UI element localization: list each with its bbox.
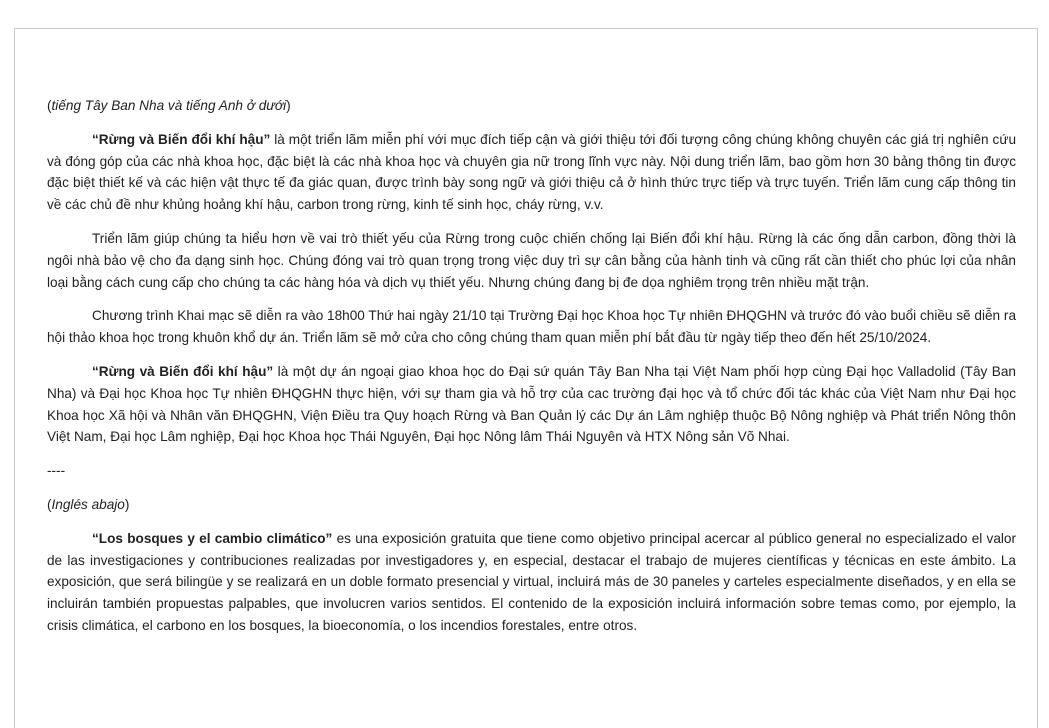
note-close-paren: ) bbox=[124, 496, 130, 512]
paragraph-text: là một dự án ngoại giao khoa học do Đại sứ quán Tây Ban Nha tại Việt Nam phối hợp cùng Đại học Valladolid (Tây Ban Nha) và Đại học Khoa học Tự nhiên ĐHQGHN thực hiện, với sự tham gia và hỗ trợ của cac trường đại học và tổ chức đối tác khác của Việt Nam như Đại học Khoa học Xã hội và Nhân văn ĐHQGHN, Viện Điều tra Quy hoạch Rừng và Ban Quản lý các Dự án Lâm nghiệp thuộc Bộ Nông nghiệp và Phát triển Nông thôn Việt Nam, Đại học Lâm nghiệp, Đại học Khoa học Thái Nguyên, Đại học Nông lâm Thái Nguyên và HTX Nông sản Võ Nhai. bbox=[47, 363, 1016, 445]
paragraph-vi-opening: Chương trình Khai mạc sẽ diễn ra vào 18h00 Thứ hai ngày 21/10 tại Trường Đại học Khoa học Tự nhiên ĐHQGHN và trước đó vào buổi chiều sẽ diễn ra hội thảo khoa học trong khuôn khổ dự án. Triển lãm sẽ mở cửa cho công chúng tham quan miễn phí bắt đầu từ ngày tiếp theo đến hết 25/10/2024. bbox=[47, 308, 1016, 346]
paragraph-text: là một triển lãm miễn phí với mục đích tiếp cận và giới thiệu tới đối tượng công chúng không chuyên các giá trị nghiên cứu và đóng góp của các nhà khoa học, đặc biệt là các nhà khoa học và chuyên gia nữ trong lĩnh vực này. Nội dung triển lãm, bao gồm hơn 30 bảng thông tin được đặc biệt thiết kế và các hiện vật thực tế đa giác quan, được trình bày song ngữ và giới thiệu cả ở hình thức trực tiếp và trực tuyến. Triển lãm cung cấp thông tin về các chủ đề như khủng hoảng khí hậu, carbon trong rừng, kinh tế sinh học, cháy rừng, v.v. bbox=[47, 131, 1017, 213]
language-note-vi bbox=[47, 95, 1016, 117]
document-body bbox=[47, 95, 1016, 649]
paragraph-vi-role-of-forests: Triển lãm giúp chúng ta hiểu hơn về vai trò thiết yếu của Rừng trong cuộc chiến chống lại Biến đổi khí hậu. Rừng là các ống dẫn carbon, đồng thời là ngôi nhà bảo vệ cho đa dạng sinh học. Chúng đóng vai trò quan trọng trong việc duy trì sự cân bằng của hành tinh và cũng rất cần thiết cho phúc lợi của nhân loại bằng cách cung cấp cho chúng ta các hàng hóa và dịch vụ thiết yếu. Nhưng chúng đang bị đe dọa nghiêm trọng trên nhiều mặt trận. bbox=[47, 230, 1016, 290]
exhibition-title: “Rừng và Biến đổi khí hậu” bbox=[92, 131, 271, 147]
exhibition-title: “Rừng và Biến đổi khí hậu” bbox=[92, 363, 274, 379]
paragraph-vi-intro bbox=[47, 129, 1016, 216]
note-open-paren: ( bbox=[47, 496, 52, 512]
document-page bbox=[14, 28, 1038, 728]
paragraph-vi-project bbox=[47, 361, 1016, 448]
paragraph-es-intro bbox=[47, 528, 1016, 637]
note-close-paren: ) bbox=[286, 98, 291, 113]
paragraph-text: es una exposición gratuita que tiene como objetivo principal acercar al público general no especializado el valor de las investigaciones y contribuciones realizadas por investigadores y, en especial, destacar el trabajo de mujeres científicas y técnicas en este ámbito. La exposición, que será bilingüe y se realizará en un doble formato presencial y virtual, incluirá más de 30 paneles y carteles especialmente diseñados, y en ella se incluirán también propuestas palpables, que involucren varios sentidos. El contenido de la exposición incluirá información sobre temas como, por ejemplo, la crisis climática, el carbono en los bosques, la bioeconomía, o los incendios forestales, entre otros. bbox=[47, 530, 1016, 633]
language-note-es bbox=[47, 494, 1016, 516]
note-text: Inglés abajo bbox=[51, 496, 125, 512]
section-separator: ---- bbox=[47, 463, 66, 479]
exhibition-title: “Los bosques y el cambio climático” bbox=[92, 530, 333, 546]
note-text: tiếng Tây Ban Nha và tiếng Anh ở dưới bbox=[51, 98, 287, 113]
note-open-paren: ( bbox=[47, 98, 52, 113]
